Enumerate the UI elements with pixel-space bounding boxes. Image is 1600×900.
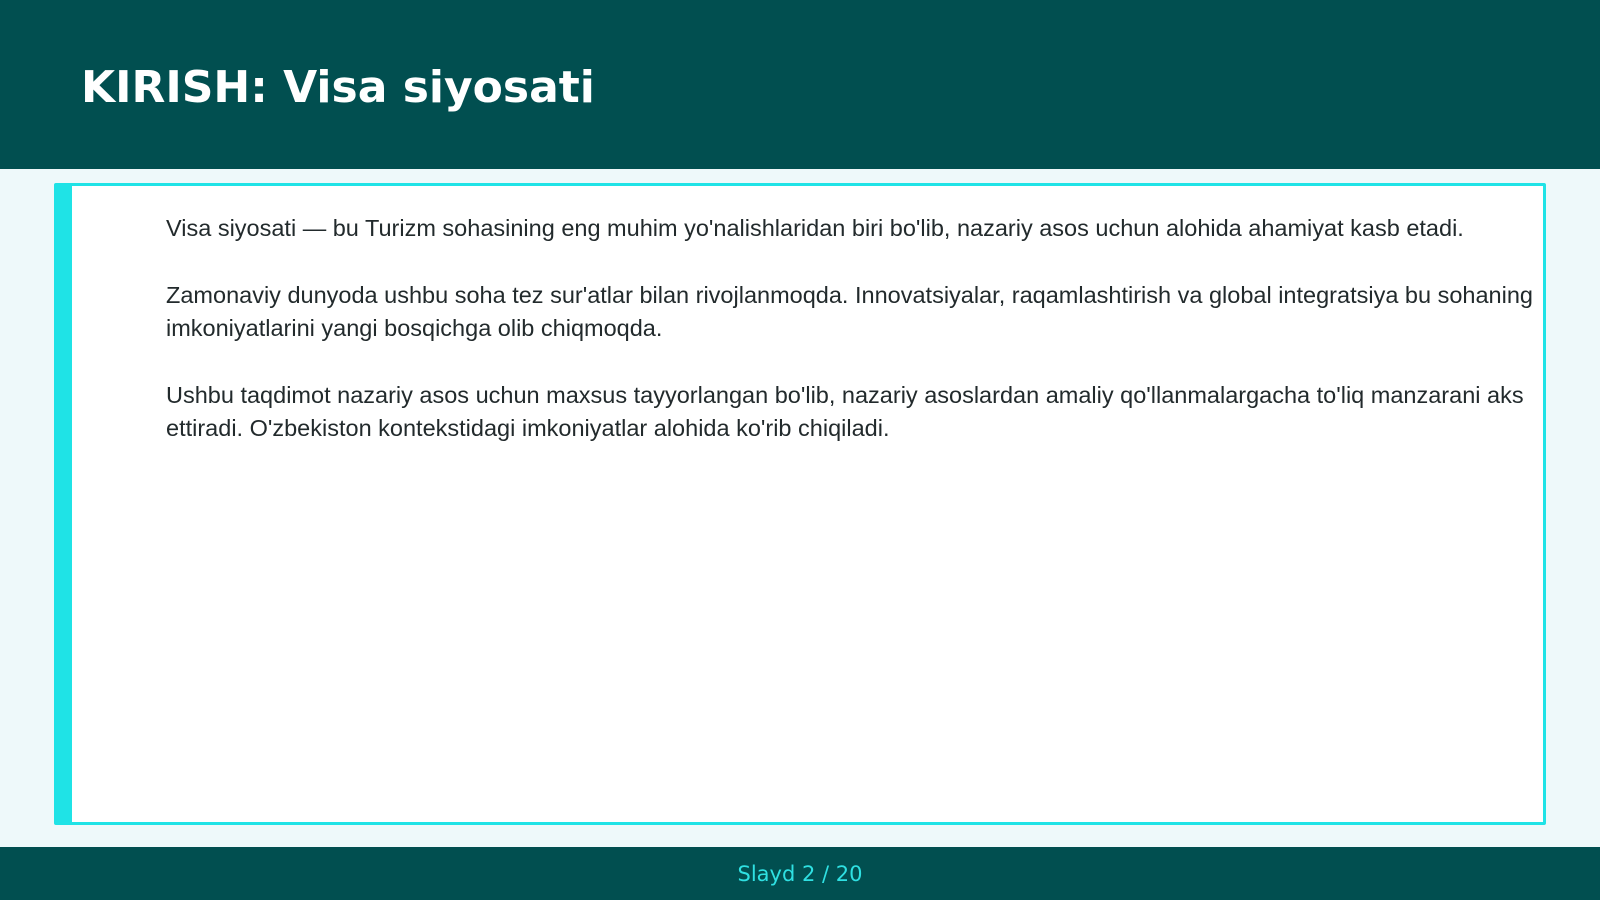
- slide-counter: Slayd 2 / 20: [737, 862, 863, 886]
- slide-body: [166, 212, 1548, 479]
- slide-footer: [0, 847, 1600, 900]
- slide-header: [0, 0, 1600, 169]
- slide-title: KIRISH: Visa siyosati: [81, 62, 595, 113]
- paragraph-1: Visa siyosati — bu Turizm sohasining eng muhim yo'nalishlaridan biri bo'lib, nazariy asos uchun alohida ahamiyat kasb etadi.: [166, 215, 1464, 241]
- content-card: [54, 183, 1546, 825]
- paragraph-2: Zamonaviy dunyoda ushbu soha tez sur'atlar bilan rivojlanmoqda. Innovatsiyalar, raqamlashtirish va global integratsiya bu sohaning imkoniyatlarini yangi bosqichga olib chiqmoqda.: [166, 282, 1533, 341]
- paragraph-3: Ushbu taqdimot nazariy asos uchun maxsus tayyorlangan bo'lib, nazariy asoslardan amaliy qo'llanmalargacha to'liq manzarani aks ettiradi. O'zbekiston kontekstidagi imkoniyatlar alohida ko'rib chiqiladi.: [166, 382, 1524, 441]
